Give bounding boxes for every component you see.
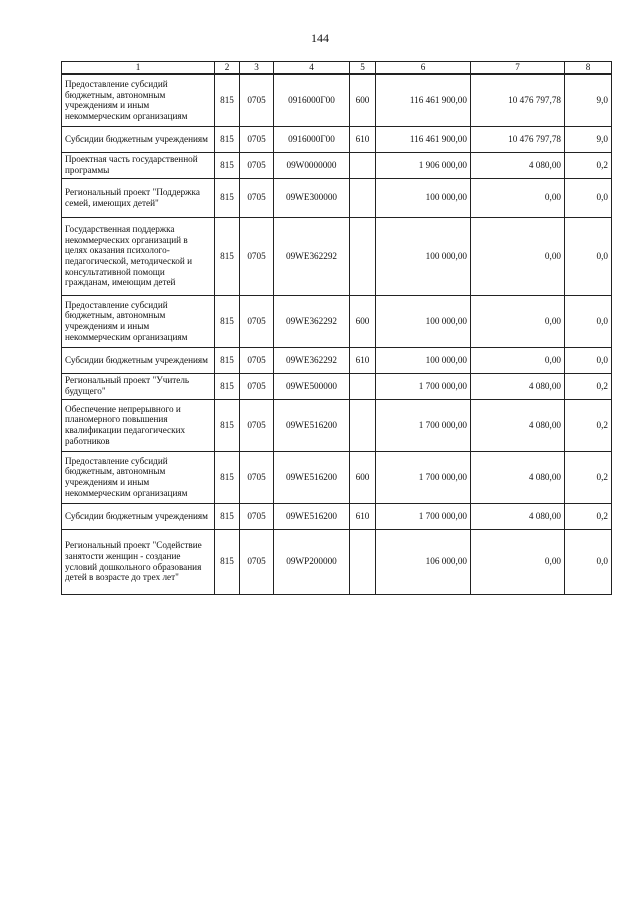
- cell-name: Региональный проект "Поддержка семей, имеющих детей": [62, 178, 215, 217]
- cell-execution-percent: 0,0: [565, 178, 612, 217]
- cell-section: 0705: [240, 178, 274, 217]
- cell-plan-amount: 106 000,00: [376, 529, 471, 594]
- cell-target-article: 09WE500000: [274, 373, 350, 399]
- table-row: [62, 503, 612, 529]
- cell-grbs: 815: [215, 178, 240, 217]
- cell-section: 0705: [240, 373, 274, 399]
- cell-execution-percent: 0,2: [565, 152, 612, 178]
- table-row: [62, 178, 612, 217]
- table-body: [62, 74, 612, 594]
- cell-expense-type: 600: [350, 74, 376, 126]
- cell-target-article: 09WE362292: [274, 347, 350, 373]
- table-row: [62, 217, 612, 295]
- cell-target-article: 0916000Г00: [274, 74, 350, 126]
- cell-expense-type: [350, 217, 376, 295]
- cell-expense-type: 600: [350, 451, 376, 503]
- cell-name: Субсидии бюджетным учреждениям: [62, 126, 215, 152]
- table-row: [62, 74, 612, 126]
- cell-actual-amount: 0,00: [471, 347, 565, 373]
- cell-actual-amount: 0,00: [471, 217, 565, 295]
- table-row: [62, 126, 612, 152]
- cell-plan-amount: 1 906 000,00: [376, 152, 471, 178]
- cell-section: 0705: [240, 295, 274, 347]
- cell-grbs: 815: [215, 451, 240, 503]
- column-header-8: 8: [565, 62, 612, 75]
- cell-section: 0705: [240, 451, 274, 503]
- cell-actual-amount: 4 080,00: [471, 451, 565, 503]
- cell-section: 0705: [240, 217, 274, 295]
- cell-target-article: 09W0000000: [274, 152, 350, 178]
- column-header-5: 5: [350, 62, 376, 75]
- cell-grbs: 815: [215, 373, 240, 399]
- cell-target-article: 09WE362292: [274, 295, 350, 347]
- cell-expense-type: [350, 529, 376, 594]
- cell-target-article: 09WE362292: [274, 217, 350, 295]
- table-row: [62, 347, 612, 373]
- cell-expense-type: [350, 399, 376, 451]
- cell-section: 0705: [240, 529, 274, 594]
- cell-expense-type: 610: [350, 347, 376, 373]
- cell-plan-amount: 1 700 000,00: [376, 451, 471, 503]
- cell-plan-amount: 1 700 000,00: [376, 373, 471, 399]
- cell-expense-type: 610: [350, 503, 376, 529]
- cell-execution-percent: 0,2: [565, 373, 612, 399]
- cell-section: 0705: [240, 399, 274, 451]
- budget-table: [61, 61, 612, 595]
- cell-plan-amount: 1 700 000,00: [376, 399, 471, 451]
- cell-plan-amount: 100 000,00: [376, 347, 471, 373]
- cell-target-article: 09WE516200: [274, 451, 350, 503]
- cell-grbs: 815: [215, 399, 240, 451]
- cell-name: Предоставление субсидий бюджетным, автономным учреждениям и иным некоммерческим организациям: [62, 295, 215, 347]
- cell-actual-amount: 4 080,00: [471, 399, 565, 451]
- cell-plan-amount: 100 000,00: [376, 178, 471, 217]
- column-header-1: 1: [62, 62, 215, 75]
- cell-expense-type: [350, 152, 376, 178]
- cell-section: 0705: [240, 74, 274, 126]
- cell-plan-amount: 116 461 900,00: [376, 126, 471, 152]
- column-header-3: 3: [240, 62, 274, 75]
- cell-section: 0705: [240, 347, 274, 373]
- cell-plan-amount: 1 700 000,00: [376, 503, 471, 529]
- table-row: [62, 152, 612, 178]
- cell-name: Предоставление субсидий бюджетным, автономным учреждениям и иным некоммерческим организациям: [62, 74, 215, 126]
- cell-section: 0705: [240, 503, 274, 529]
- cell-target-article: 09WE516200: [274, 399, 350, 451]
- cell-name: Региональный проект "Учитель будущего": [62, 373, 215, 399]
- cell-name: Субсидии бюджетным учреждениям: [62, 503, 215, 529]
- cell-actual-amount: 10 476 797,78: [471, 74, 565, 126]
- table-row: [62, 373, 612, 399]
- cell-actual-amount: 4 080,00: [471, 503, 565, 529]
- column-header-2: 2: [215, 62, 240, 75]
- cell-plan-amount: 100 000,00: [376, 295, 471, 347]
- cell-execution-percent: 0,0: [565, 529, 612, 594]
- cell-execution-percent: 0,2: [565, 451, 612, 503]
- cell-section: 0705: [240, 126, 274, 152]
- cell-grbs: 815: [215, 217, 240, 295]
- cell-name: Государственная поддержка некоммерческих организаций в целях оказания психолого-педагогической, методической и консультативной помощи гражданам, имеющим детей: [62, 217, 215, 295]
- cell-grbs: 815: [215, 152, 240, 178]
- cell-expense-type: [350, 178, 376, 217]
- cell-actual-amount: 10 476 797,78: [471, 126, 565, 152]
- cell-execution-percent: 0,0: [565, 347, 612, 373]
- cell-execution-percent: 0,0: [565, 217, 612, 295]
- cell-grbs: 815: [215, 503, 240, 529]
- cell-name: Региональный проект "Содействие занятости женщин - создание условий дошкольного образования детей в возрасте до трех лет": [62, 529, 215, 594]
- cell-grbs: 815: [215, 126, 240, 152]
- cell-grbs: 815: [215, 74, 240, 126]
- cell-grbs: 815: [215, 347, 240, 373]
- cell-target-article: 09WE300000: [274, 178, 350, 217]
- cell-actual-amount: 0,00: [471, 295, 565, 347]
- table-row: [62, 451, 612, 503]
- cell-name: Проектная часть государственной программы: [62, 152, 215, 178]
- cell-name: Субсидии бюджетным учреждениям: [62, 347, 215, 373]
- cell-target-article: 09WP200000: [274, 529, 350, 594]
- cell-execution-percent: 0,2: [565, 399, 612, 451]
- cell-section: 0705: [240, 152, 274, 178]
- cell-grbs: 815: [215, 295, 240, 347]
- cell-execution-percent: 0,0: [565, 295, 612, 347]
- table-row: [62, 295, 612, 347]
- cell-actual-amount: 0,00: [471, 178, 565, 217]
- header-row: [62, 62, 612, 75]
- column-header-6: 6: [376, 62, 471, 75]
- cell-execution-percent: 0,2: [565, 503, 612, 529]
- page-number: 144: [311, 31, 329, 45]
- cell-execution-percent: 9,0: [565, 74, 612, 126]
- cell-name: Обеспечение непрерывного и планомерного повышения квалификации педагогических работников: [62, 399, 215, 451]
- cell-expense-type: 600: [350, 295, 376, 347]
- cell-actual-amount: 4 080,00: [471, 373, 565, 399]
- column-header-4: 4: [274, 62, 350, 75]
- table-header: [62, 62, 612, 75]
- cell-plan-amount: 116 461 900,00: [376, 74, 471, 126]
- cell-plan-amount: 100 000,00: [376, 217, 471, 295]
- cell-expense-type: 610: [350, 126, 376, 152]
- cell-actual-amount: 0,00: [471, 529, 565, 594]
- cell-actual-amount: 4 080,00: [471, 152, 565, 178]
- cell-expense-type: [350, 373, 376, 399]
- table-row: [62, 399, 612, 451]
- cell-grbs: 815: [215, 529, 240, 594]
- column-header-7: 7: [471, 62, 565, 75]
- cell-target-article: 09WE516200: [274, 503, 350, 529]
- cell-name: Предоставление субсидий бюджетным, автономным учреждениям и иным некоммерческим организациям: [62, 451, 215, 503]
- cell-target-article: 0916000Г00: [274, 126, 350, 152]
- table-row: [62, 529, 612, 594]
- cell-execution-percent: 9,0: [565, 126, 612, 152]
